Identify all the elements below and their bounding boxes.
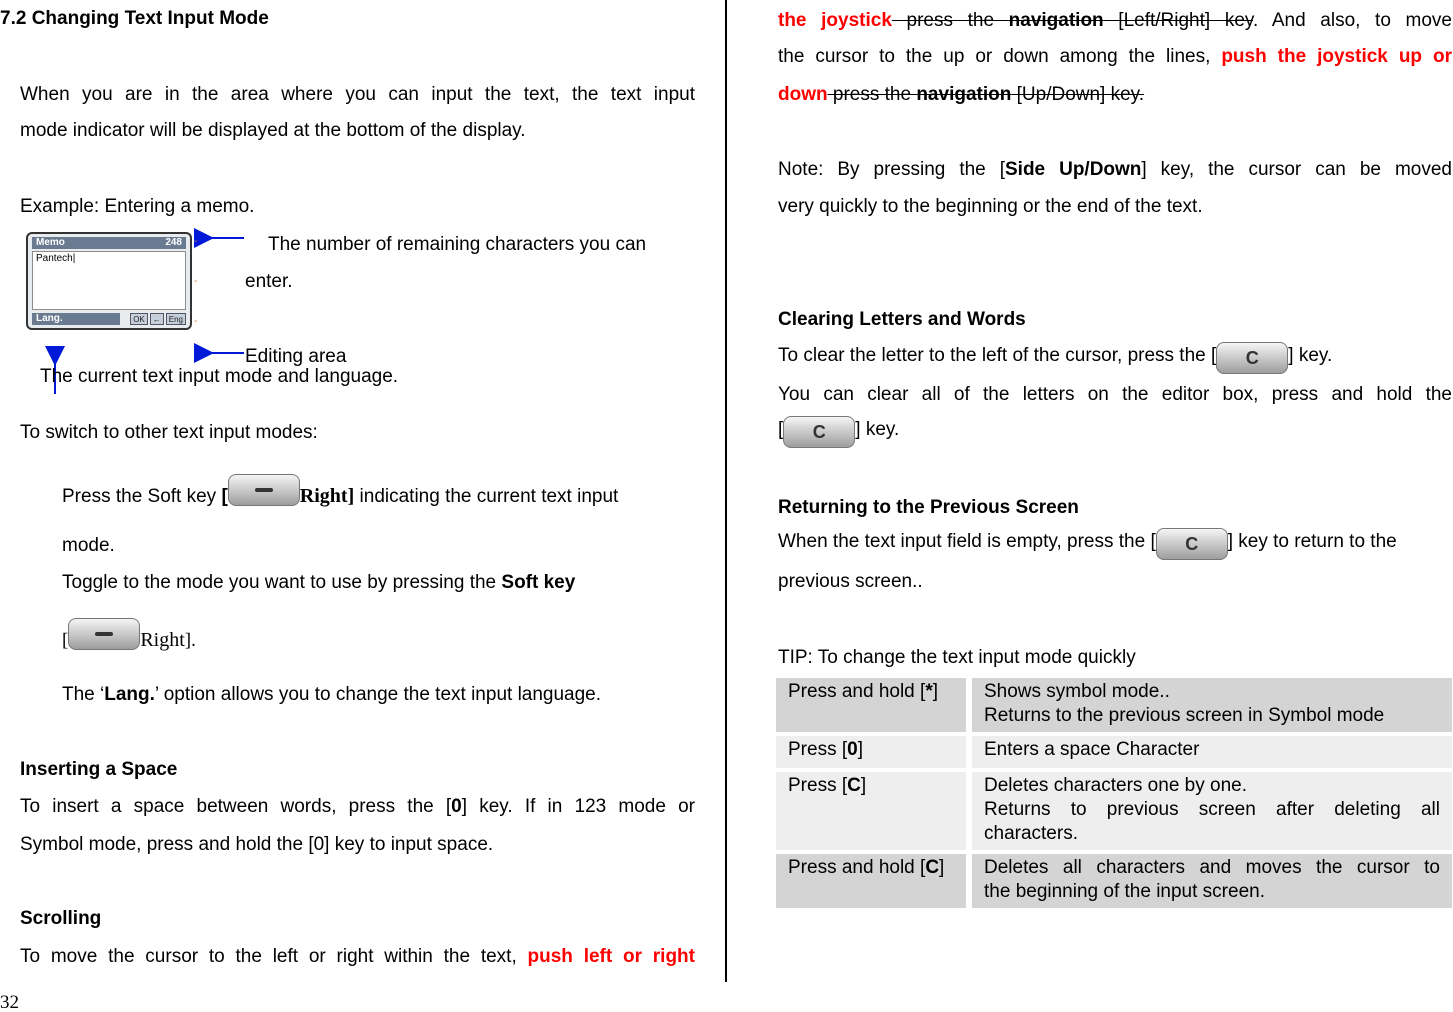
- right-line-2: [778, 46, 1452, 68]
- phone-edit-text: Pantech|: [36, 253, 76, 264]
- r3-red: down: [778, 84, 828, 105]
- tip-key-bold: C: [847, 775, 861, 796]
- phone-mode: Lang.: [36, 313, 63, 324]
- tip-desc: [972, 854, 1452, 908]
- tip-desc: [972, 678, 1452, 732]
- tip-desc-1: Enters a space Character: [984, 739, 1200, 760]
- step-2-bold: Soft key: [501, 572, 576, 593]
- softkey-icon: [68, 618, 140, 650]
- return-l1-pre: When the text input field is empty, press the [: [778, 531, 1156, 552]
- intro-line-1: When you are in the area where you can input the text, the text input: [20, 84, 695, 105]
- step-2: [62, 572, 575, 594]
- clear-line-2: You can clear all of the letters on the editor box, press and hold the: [778, 384, 1452, 405]
- scroll-line-1: [20, 946, 695, 968]
- scroll-heading: Scrolling: [20, 908, 102, 929]
- phone-softkey-arrow: ←: [150, 313, 164, 325]
- annotation-editing: Editing area: [245, 346, 347, 367]
- lang-post: ’ option allows you to change the text input language.: [154, 684, 602, 705]
- tip-key: [776, 736, 972, 768]
- note-post: ] key, the cursor can be moved: [1141, 159, 1452, 180]
- switch-heading: To switch to other text input modes:: [20, 422, 318, 443]
- right-line-3: [778, 84, 1144, 106]
- tip-key-post: ]: [939, 857, 945, 878]
- step-1-pre: Press the Soft key: [62, 486, 222, 507]
- tip-desc-2: the beginning of the input screen.: [984, 881, 1265, 902]
- space-line-1-pre: To insert a space between words, press the [: [20, 796, 452, 817]
- space-line-1-bold: 0: [451, 796, 462, 817]
- return-line-2: previous screen..: [778, 571, 923, 592]
- phone-char-count: 248: [165, 237, 182, 248]
- note-bold: Side Up/Down: [1005, 159, 1142, 180]
- space-line-1-post: ] key. If in 123 mode or: [461, 796, 695, 817]
- phone-softkey-eng: Eng: [166, 313, 186, 325]
- annotation-remaining-1: The number of remaining characters you can: [268, 234, 647, 255]
- r1-nav: navigation: [1008, 10, 1104, 31]
- scroll-red: push left or right: [527, 946, 695, 967]
- lang-pre: The ‘: [62, 684, 105, 705]
- step-1-open: [: [221, 486, 228, 507]
- annotation-remaining-2: enter.: [245, 271, 293, 292]
- clear-heading: Clearing Letters and Words: [778, 309, 1026, 330]
- r1-bracket: [Left/Right] key: [1103, 10, 1253, 31]
- scroll-pre: To move the cursor to the left or right within the text,: [20, 946, 528, 967]
- annotation-arrows: [0, 0, 726, 420]
- tip-table: [776, 674, 1452, 912]
- return-l1-post: ] key to return to the: [1227, 531, 1397, 552]
- lang-bold: Lang.: [104, 684, 155, 705]
- r2-red: push the joystick up or: [1221, 46, 1452, 67]
- step-2-open: [: [62, 630, 69, 651]
- tip-desc-1: Deletes all characters and moves the cursor to: [984, 857, 1440, 878]
- step-1-post: indicating the current text input: [354, 486, 619, 507]
- column-divider: [725, 0, 727, 982]
- step-1-cont: mode.: [62, 535, 115, 556]
- r3-nav: navigation: [916, 84, 1012, 105]
- r3-strike: press the: [827, 84, 917, 105]
- r3-bracket: [Up/Down] key.: [1011, 84, 1145, 105]
- c-key-icon: C: [1216, 342, 1288, 374]
- return-heading: Returning to the Previous Screen: [778, 497, 1079, 518]
- tip-desc-1: Deletes characters one by one.: [984, 775, 1247, 796]
- r1-red: the joystick: [778, 10, 892, 31]
- page-number: 32: [0, 992, 19, 1012]
- tip-desc-2: Returns to the previous screen in Symbol mode: [984, 705, 1385, 726]
- r2-pre: the cursor to the up or down among the lines,: [778, 46, 1222, 67]
- c-key-icon: C: [783, 416, 855, 448]
- tip-desc: [972, 772, 1452, 850]
- note-pre: Note: By pressing the [: [778, 159, 1005, 180]
- tip-key-bold: C: [925, 857, 940, 878]
- space-line-2: Symbol mode, press and hold the [0] key to input space.: [20, 834, 494, 855]
- intro-line-2: mode indicator will be displayed at the bottom of the display.: [20, 120, 526, 141]
- tip-key-pre: Press and hold [: [788, 857, 926, 878]
- tip-key-bold: *: [925, 681, 933, 702]
- table-row: [776, 736, 1452, 768]
- annotation-mode: The current text input mode and language.: [40, 366, 399, 387]
- r1-post: . And also, to move: [1252, 10, 1452, 31]
- tip-desc-1: Shows symbol mode..: [984, 681, 1170, 702]
- tip-key-post: ]: [857, 739, 863, 760]
- step-1-key: Right]: [299, 485, 355, 507]
- note-line-1: [778, 159, 1452, 181]
- clear-l3-post: ] key.: [855, 419, 900, 440]
- step-2-key-line: [62, 618, 196, 660]
- softkey-icon: [228, 474, 300, 506]
- step-2-key: Right: [140, 629, 185, 651]
- tip-key-bold: 0: [847, 739, 858, 760]
- space-heading: Inserting a Space: [20, 759, 178, 780]
- step-2-pre: Toggle to the mode you want to use by pressing the: [62, 572, 502, 593]
- clear-l1-pre: To clear the letter to the left of the cursor, press the [: [778, 345, 1217, 366]
- tip-title: TIP: To change the text input mode quickly: [778, 647, 1136, 668]
- tip-key-pre: Press [: [788, 739, 848, 760]
- tip-desc-2: Returns to previous screen after deleting all: [984, 799, 1440, 820]
- r1-strike: press the: [891, 10, 1009, 31]
- space-line-1: [20, 796, 695, 818]
- table-row: [776, 772, 1452, 850]
- c-key-icon: C: [1156, 528, 1228, 560]
- tip-desc-3: characters.: [984, 823, 1078, 844]
- tick-mark-1: -: [194, 236, 198, 247]
- clear-line-1: [778, 338, 1332, 374]
- tip-desc: [972, 736, 1452, 768]
- clear-line-3: [778, 412, 899, 448]
- tip-key-post: ]: [860, 775, 867, 796]
- clear-l3-open: [: [778, 419, 784, 440]
- tip-key: [776, 772, 972, 850]
- tick-mark-2: -: [194, 276, 198, 287]
- lang-note: [62, 684, 601, 706]
- right-line-1: [778, 10, 1452, 32]
- tip-key-post: ]: [932, 681, 938, 702]
- tip-key-pre: Press [: [788, 775, 848, 796]
- section-title: 7.2 Changing Text Input Mode: [0, 8, 269, 29]
- table-row: [776, 678, 1452, 732]
- step-2-close: ].: [184, 630, 196, 651]
- phone-softkey-ok: OK: [130, 313, 148, 325]
- note-line-2: very quickly to the beginning or the end of the text.: [778, 196, 1203, 217]
- tip-key: [776, 678, 972, 732]
- clear-l1-post: ] key.: [1288, 345, 1333, 366]
- step-1: [62, 474, 618, 516]
- tip-key: [776, 854, 972, 908]
- tip-key-pre: Press and hold [: [788, 681, 926, 702]
- phone-title: Memo: [36, 237, 65, 248]
- tick-mark-3: -: [194, 316, 198, 327]
- table-row: [776, 854, 1452, 908]
- return-line-1: [778, 524, 1397, 560]
- example-label: Example: Entering a memo.: [20, 196, 255, 217]
